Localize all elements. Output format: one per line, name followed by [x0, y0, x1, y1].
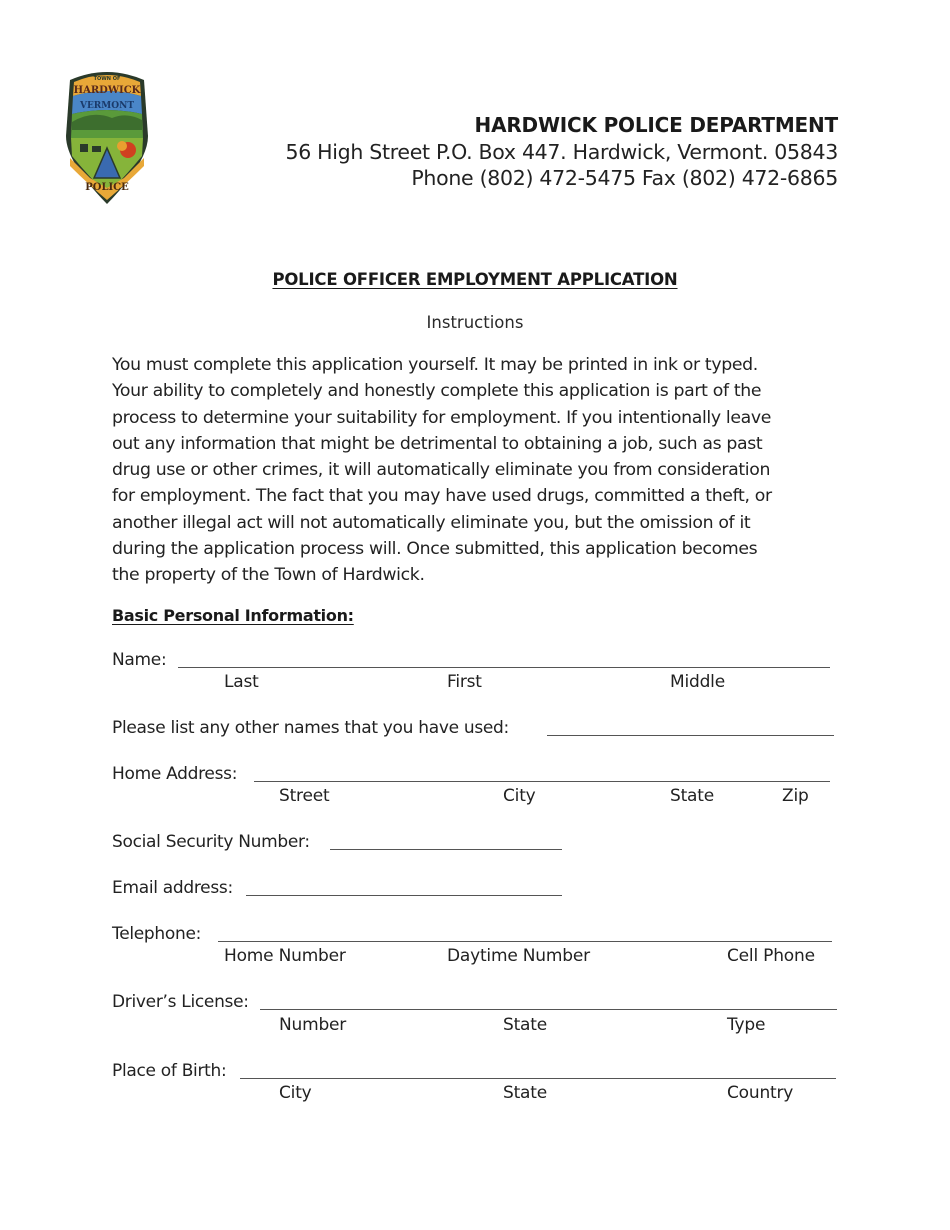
address-zip-label: Zip	[782, 786, 809, 806]
other-names-field[interactable]	[547, 735, 834, 736]
ssn-label: Social Security Number:	[112, 832, 310, 852]
other-names-label: Please list any other names that you have used:	[112, 718, 509, 738]
telephone-cell-label: Cell Phone	[727, 946, 815, 966]
address-state-label: State	[670, 786, 714, 806]
svg-text:TOWN OF: TOWN OF	[93, 76, 121, 82]
name-field[interactable]	[178, 667, 830, 668]
telephone-field[interactable]	[218, 941, 832, 942]
address-street-label: Street	[279, 786, 330, 806]
department-contact: Phone (802) 472-5475 Fax (802) 472-6865	[411, 166, 838, 190]
department-address: 56 High Street P.O. Box 447. Hardwick, Vermont. 05843	[285, 140, 838, 164]
home-address-field[interactable]	[254, 781, 830, 782]
department-name: HARDWICK POLICE DEPARTMENT	[474, 113, 838, 137]
svg-text:HARDWICK: HARDWICK	[73, 85, 141, 96]
drivers-license-field[interactable]	[260, 1009, 837, 1010]
license-type-label: Type	[727, 1015, 766, 1035]
instructions-heading: Instructions	[426, 313, 524, 332]
name-first-label: First	[447, 672, 482, 692]
badge-icon	[62, 66, 152, 206]
name-last-label: Last	[224, 672, 259, 692]
police-patch-logo	[62, 66, 152, 206]
telephone-home-label: Home Number	[224, 946, 346, 966]
birth-state-label: State	[503, 1083, 547, 1103]
birth-country-label: Country	[727, 1083, 794, 1103]
svg-text:POLICE: POLICE	[85, 182, 129, 193]
place-of-birth-field[interactable]	[240, 1078, 836, 1079]
address-city-label: City	[503, 786, 536, 806]
instructions-line: the property of the Town of Hardwick.	[112, 565, 425, 586]
instructions-line: out any information that might be detrimental to obtaining a job, such as past	[112, 433, 763, 454]
instructions-line: for employment. The fact that you may have used drugs, committed a theft, or	[112, 486, 772, 507]
svg-text:VERMONT: VERMONT	[79, 101, 135, 111]
instructions-line: during the application process will. Once submitted, this application becomes	[112, 539, 758, 560]
name-middle-label: Middle	[670, 672, 725, 692]
instructions-line: Your ability to completely and honestly complete this application is part of the	[112, 381, 762, 402]
birth-city-label: City	[279, 1083, 312, 1103]
instructions-line: process to determine your suitability for employment. If you intentionally leave	[112, 407, 772, 428]
place-of-birth-label: Place of Birth:	[112, 1061, 227, 1081]
instructions-line: You must complete this application yourself. It may be printed in ink or typed.	[112, 355, 758, 375]
telephone-daytime-label: Daytime Number	[447, 946, 590, 966]
section-heading-basic-info: Basic Personal Information:	[112, 606, 354, 625]
instructions-paragraph	[112, 352, 842, 589]
license-state-label: State	[503, 1015, 547, 1035]
email-field[interactable]	[246, 895, 562, 896]
telephone-label: Telephone:	[112, 924, 202, 944]
name-label: Name:	[112, 650, 167, 670]
drivers-license-label: Driver’s License:	[112, 992, 249, 1012]
license-number-label: Number	[279, 1015, 347, 1035]
email-label: Email address:	[112, 878, 233, 898]
ssn-field[interactable]	[330, 849, 562, 850]
home-address-label: Home Address:	[112, 764, 238, 784]
form-title: POLICE OFFICER EMPLOYMENT APPLICATION	[272, 270, 678, 289]
instructions-line: drug use or other crimes, it will automatically eliminate you from consideration	[112, 460, 771, 481]
instructions-line: another illegal act will not automatically eliminate you, but the omission of it	[112, 512, 751, 533]
